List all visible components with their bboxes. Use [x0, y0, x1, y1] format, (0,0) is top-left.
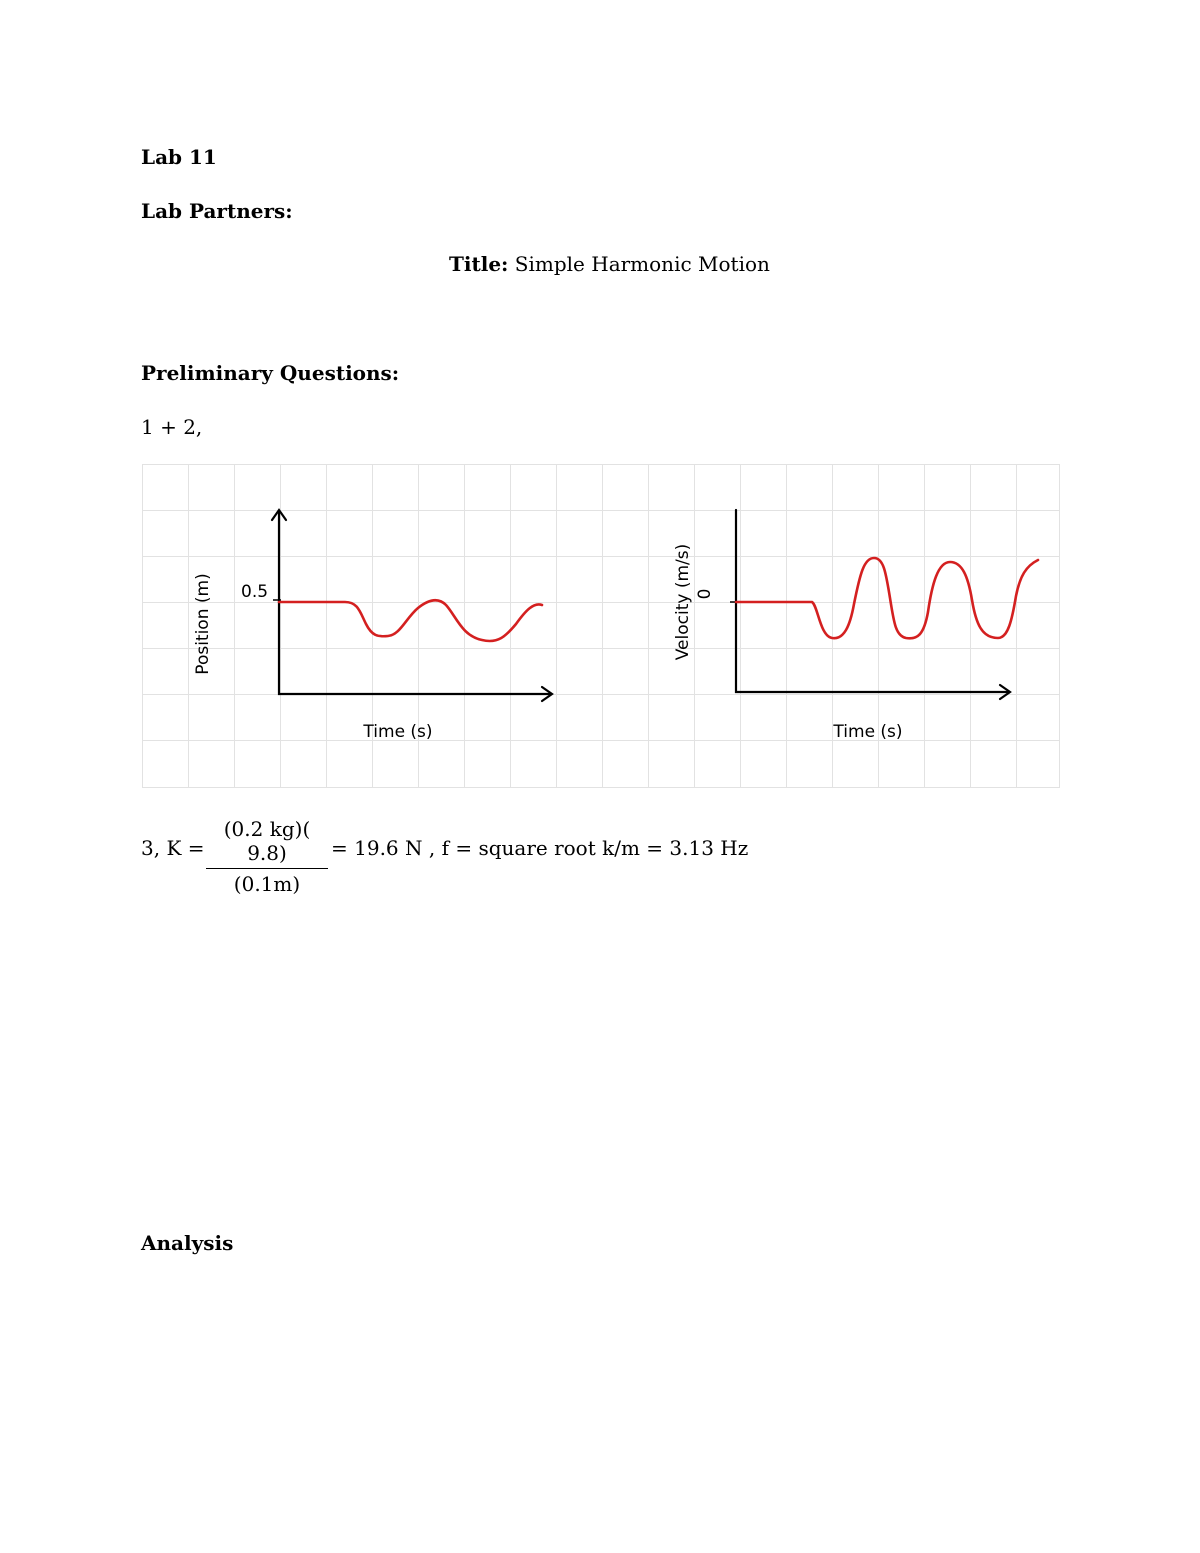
title-line: [449, 252, 770, 276]
hand-drawn-graphs: [142, 464, 1060, 788]
title-label: Title:: [449, 252, 509, 276]
k-prefix: 3, K =: [141, 836, 205, 860]
position-x-axis-label: Time (s): [363, 722, 433, 742]
lab-partners-label: Lab Partners:: [141, 199, 293, 223]
fraction-numerator: (0.2 kg)( 9.8): [223, 817, 311, 865]
k-result: = 19.6 N , f = square root k/m = 3.13 Hz: [331, 836, 749, 860]
position-curve: [279, 600, 542, 641]
velocity-graph: [673, 510, 1038, 742]
fraction-bar: [206, 868, 328, 869]
position-tick-label: 0.5: [241, 582, 269, 602]
velocity-curve: [736, 558, 1038, 638]
velocity-tick-label: 0: [695, 588, 715, 600]
position-y-axis-label: Position (m): [193, 573, 213, 675]
velocity-axes: [736, 510, 1010, 699]
preliminary-heading: Preliminary Questions:: [141, 361, 400, 385]
velocity-y-axis-label: Velocity (m/s): [673, 543, 693, 661]
lab-number: Lab 11: [141, 145, 217, 169]
item-1-2-label: 1 + 2,: [141, 415, 203, 439]
velocity-x-axis-label: Time (s): [833, 722, 903, 742]
fraction-denominator: (0.1m): [233, 872, 301, 896]
analysis-heading: Analysis: [141, 1231, 234, 1255]
title-value: Simple Harmonic Motion: [514, 252, 770, 276]
k-fraction: [206, 817, 328, 896]
